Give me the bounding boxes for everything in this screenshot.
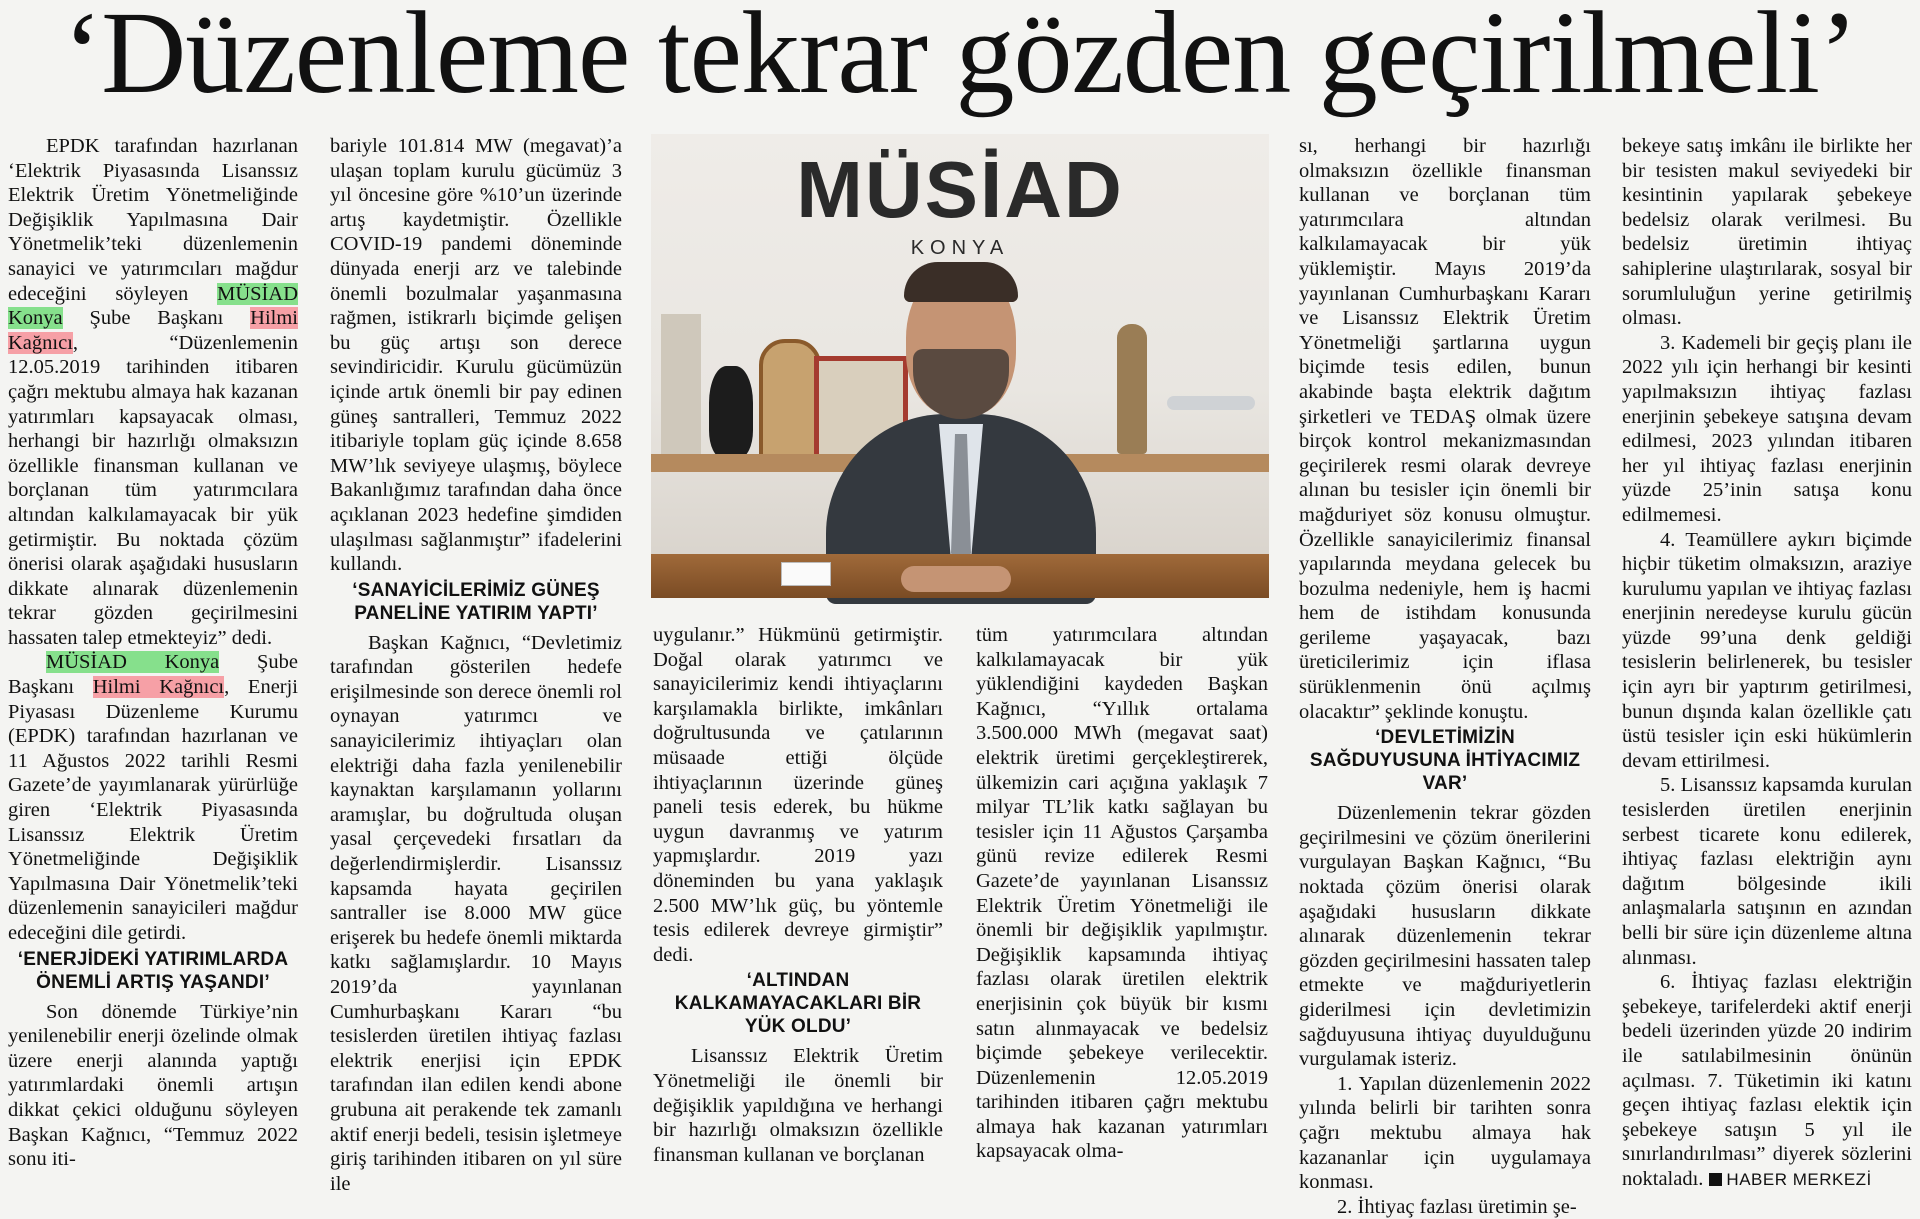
column-2: [330, 134, 622, 1195]
end-square-icon: [1709, 1173, 1722, 1186]
highlight-hilmi-kagnici: Hilmi Kağnıcı: [92, 676, 225, 699]
person-hands: [901, 566, 1011, 592]
model-plane: [1167, 396, 1255, 410]
paragraph: tüm yatırımcılara altından kalkılamayacak bir yük yüklendiğini kaydeden Başkan Kağnıcı, “Yıllık ortalama 3.500.000 MWh (megavat saat) elektrik üretimi gerçekleştirerek, ülkemizin cari açığına yaklaşık 7 milyar TL’lik katkı sağlayan bu tesisler için 11 Ağustos Çarşamba günü revize edilerek Resmi Gazete’de yayınlanan Lisanssız Elektrik Üretim Yönetmeliği ile önemli bir değişiklik yapılmıştır. Değişiklik kapsamında ihtiyaç fazlası olarak üretilen elektrik enerjisinin çok büyük bir kısmı satın alınmayacak ve bedelsiz biçimde şebekeye verilecektir. Düzenlemenin 12.05.2019 tarihinden itibaren çağrı mektubu almaya hak kazanan yatırımları kapsayacak olma-: [976, 624, 1268, 1163]
text: Şube Başkanı: [62, 307, 251, 330]
desk-nameplate: [781, 562, 831, 586]
logo-main: MÜSİAD: [796, 145, 1124, 234]
signature: HABER MERKEZİ: [1726, 1169, 1872, 1189]
column-1: [8, 134, 299, 1171]
column-6: [1622, 134, 1912, 1190]
column-4: [976, 623, 1268, 1163]
paragraph: 3. Kademeli bir geçiş planı ile 2022 yılı için herhangi bir kesinti yapılmaksızın ihtiyaç fazlası enerjinin şebekeye satışına devam edilmesi, 2023 yılından itibaren her yıl ihtiyaç fazlası enerjinin yüzde 25’inin satışa konu edilmemesi.: [1622, 331, 1912, 526]
photo-musiad-president: [651, 134, 1269, 598]
text: , “Düzenlemenin 12.05.2019 tarihinden itibaren çağrı mektubu almaya hak kazanan yatırımları kapsayacak olması, herhangi bir hazırlığı olmaksızın özellikle finansman kullanan ve borçlanan tüm yatırımcılara altından kalkılamayacak bir yük getirmiştir. Bu noktada çözüm önerisi olarak aşağıdaki hususların dikkate alınarak düzenlemenin tekrar gözden geçirilmesini hassaten talep etmekteyiz” dedi.: [8, 331, 298, 649]
text: EPDK tarafından hazırlanan ‘Elektrik Piyasasında Lisanssız Elektrik Üretim Yönetmeliğinde Değişiklik Yapılmasına Dair Yönetmelik’teki düzenlemenin sanayici ve yatırımcıları mağdur edeceğini söyleyen: [8, 135, 298, 305]
headline: ‘Düzenleme tekrar gözden geçirilmeli’: [62, 0, 1858, 118]
subheading: ‘SANAYİCİLERİMİZ GÜNEŞ PANELİNE YATIRIM YAPTI’: [352, 579, 600, 624]
bookshelf-item: [661, 314, 701, 454]
column-3: [653, 623, 943, 1166]
statue: [1117, 324, 1147, 454]
subheading: ‘DEVLETİMİZİN SAĞDUYUSUNA İHTİYACIMIZ VAR’: [1309, 727, 1581, 795]
paragraph: Son dönemde Türkiye’nin yenilenebilir enerji özelinde olmak üzere enerji alanında yaptığı yatırımlardaki önemli artışın dikkat çekici olduğunu söyleyen Başkan Kağnıcı, “Temmuz 2022 sonu iti-: [8, 1000, 298, 1171]
picture-frame: [759, 339, 821, 459]
paragraph: [8, 134, 298, 650]
subheading: ‘ALTINDAN KALKAMAYACAKLARI BİR YÜK OLDU’: [674, 970, 922, 1038]
subheading: ‘ENERJİDEKİ YATIRIMLARDA ÖNEMLİ ARTIŞ YAŞANDI’: [17, 948, 289, 993]
paragraph: 2. İhtiyaç fazlası üretimin şe-: [1337, 1195, 1577, 1218]
logo-city: KONYA: [910, 237, 1010, 259]
paragraph: bekeye satış imkânı ile birlikte her bir tesisten makul seviyedeki bir kesintinin yapılarak şebekeye bedelsiz olarak verilmesi. Bu bedelsiz üretimin ihtiyaç sahiplerine ulaştırılarak, sosyal bir sorumluluğun yerine getirilmiş olması.: [1622, 135, 1912, 330]
text: Şube Başkanı: [8, 651, 298, 699]
text: 6. İhtiyaç fazlası elektriğin şebekeye, tarifelerdeki aktif enerji bedeli üzerinden yüzde 20 indirim ile satılabilmesinin önünün açılması. 7. Tüketimin iki katını geçen ihtiyaç fazlası elektik için şebekeye satışın 5 yıl ile sınırlandırılması” diyerek sözlerini noktaladı.: [1622, 971, 1912, 1190]
vase: [709, 366, 753, 458]
person-beard: [913, 349, 1009, 419]
paragraph: bariyle 101.814 MW (megavat)’a ulaşan toplam kurulu gücümüz 3 yıl öncesine göre %10’un üzerinde artış kaydetmiştir. Özellikle COVID-19 pandemi döneminde dünyada enerji arz ve talebinde önemli bozulmalar yaşanmasına rağmen, istikrarlı biçimde gelişen bu güç artışı son derece sevindiricidir. Kurulu gücümüzün içinde artık önemli bir pay edinen güneş santralleri, Temmuz 2022 itibariyle toplam güç içinde 8.658 MW’lık seviyeye ulaşmış, böylece Bakanlığımız tarafından daha önce açıklanan 2023 hedefine şimdiden ulaşılması sağlanmıştır” ifadelerini kullandı.: [330, 135, 622, 576]
highlight-musiad-konya: MÜSİAD Konya: [8, 282, 298, 330]
paragraph: uygulanır.” Hükmünü getirmiştir. Doğal olarak yatırımcı ve sanayicilerimiz kendi ihtiyaçlarını karşılamakla birlikte, imkânları doğrultusunda ve çatılarının müsaade ettiği ölçüde ihtiyaçlarının üzerinde güneş paneli tesis ederek, bu hükme uygun davranmış ve yatırım yapmışlardır. 2019 yazı döneminden bu yana yaklaşık 2.500 MW’lık güç, bu yöntemle tesis edilerek devreye girmiştir” dedi.: [653, 624, 943, 966]
text: , Enerji Piyasası Düzenleme Kurumu (EPDK) tarafından hazırlanan ve 11 Ağustos 2022 tarihli Resmi Gazete’de yayımlanarak yürürlüğe giren ‘Elektrik Piyasasında Lisanssız Elektrik Üretim Yönetmeliğinde Değişiklik Yapılmasına Dair Yönetmelik’teki düzenlemenin sanayicileri mağdur edeceğini dile getirdi.: [8, 676, 299, 944]
paragraph: 1. Yapılan düzenlemenin 2022 yılında belirli bir tarihten sonra çağrı mektubu almaya hak kazananlar için uygulamaya konması.: [1299, 1072, 1591, 1194]
person-hair: [904, 262, 1018, 302]
paragraph: [1622, 970, 1912, 1192]
highlight-musiad-konya: MÜSİAD Konya: [46, 651, 220, 674]
paragraph: 5. Lisanssız kapsamda kurulan tesislerden üretilen enerjinin serbest ticarete konu edilerek, ihtiyaç fazlası elektriğin aynı dağıtım bölgesinde ikili anlaşmalarla satışının en azından belli bir süre için düzenleme altına alınması.: [1622, 774, 1912, 969]
paragraph: sı, herhangi bir hazırlığı olmaksızın özellikle finansman kullanan ve borçlanan tüm yatırımcılara altından kalkılamayacak bir yük yüklemiştir. Mayıs 2019’da yayınlanan Cumhurbaşkanı Kararı ve Lisanssız Elektrik Üretim Yönetmeliği şartlarına uygun biçimde tesis edilen, bunun akabinde başta elektrik dağıtım şirketleri ve TEDAŞ olmak üzere birçok kontrol mekanizmasından geçirilerek resmi olarak devreye alınan bu tesisler için önemli bir mağduriyet söz konusu olmuştur. Özellikle sanayicilerimiz finansal yapılarında meydana gelecek bu bozulma nedeniyle, hem iş hacmi hem de istihdam konusunda gerileme yaşayacak, bazı üreticilerimiz için iflasa sürüklenmenin önü açılmış olacaktır” şeklinde konuştu.: [1299, 135, 1591, 723]
paragraph: [8, 650, 298, 945]
paragraph: 4. Teamüllere aykırı biçimde hiçbir tüketim olmaksızın, araziye kurulumu yapılan ve ihtiyaç fazlası enerjinin neredeyse kurulu gücün yüzde 99’una denk geldiği tesislerin belirlenerek, bu tesisler için ayrı bir yaptırım getirilmesi, bunun dışında kalan özellikle çatı üstü tesisler için eski hükümlerin devam ettirilmesi.: [1622, 528, 1912, 772]
paragraph: Lisanssız Elektrik Üretim Yönetmeliği ile önemli bir değişiklik yapıldığına ve herhangi bir hazırlığı olmaksızın özellikle finansman kullanan ve borçlanan: [653, 1045, 943, 1166]
column-5: [1299, 134, 1591, 1218]
paragraph: Başkan Kağnıcı, “Devletimiz tarafından gösterilen hedefe erişilmesinde son derece önemli rol oynayan yatırımcı ve sanayicilerimiz ihtiyaçları olan elektriği daha fazla yenilenebilir kaynaktan karşılamanın yollarını aramışlar, bu doğrultuda oluşan yasal çerçevedeki fırsatları da değerlendirmişlerdir. Lisanssız kapsamda hayata geçirilen santraller ise 8.000 MW güce erişerek bu hedefe önemli miktarda katkı sağlamışlardır. 10 Mayıs 2019’da yayınlanan Cumhurbaşkanı Kararı “bu tesislerden üretilen ihtiyaç fazlası elektrik enerjisi için EPDK tarafından ilan edilen kendi abone grubuna ait perakende tek zamanlı aktif enerji bedeli, tesisin işletmeye giriş tarihinden itibaren on yıl süre ile: [330, 631, 622, 1195]
highlight-hilmi-kagnici: Hilmi Kağnıcı: [8, 307, 298, 354]
paragraph: Düzenlemenin tekrar gözden geçirilmesini ve çözüm önerilerini vurgulayan Başkan Kağnıcı, “Bu noktada çözüm önerisi olarak aşağıdaki hususların dikkate alınarak düzenlemenin tekrar gözden geçirilmesini hassaten talep etmekte ve mağduriyetlerin giderilmesi için devletimizin sağduyusuna ihtiyaç duyulduğunu vurgulamak isteriz.: [1299, 802, 1591, 1071]
